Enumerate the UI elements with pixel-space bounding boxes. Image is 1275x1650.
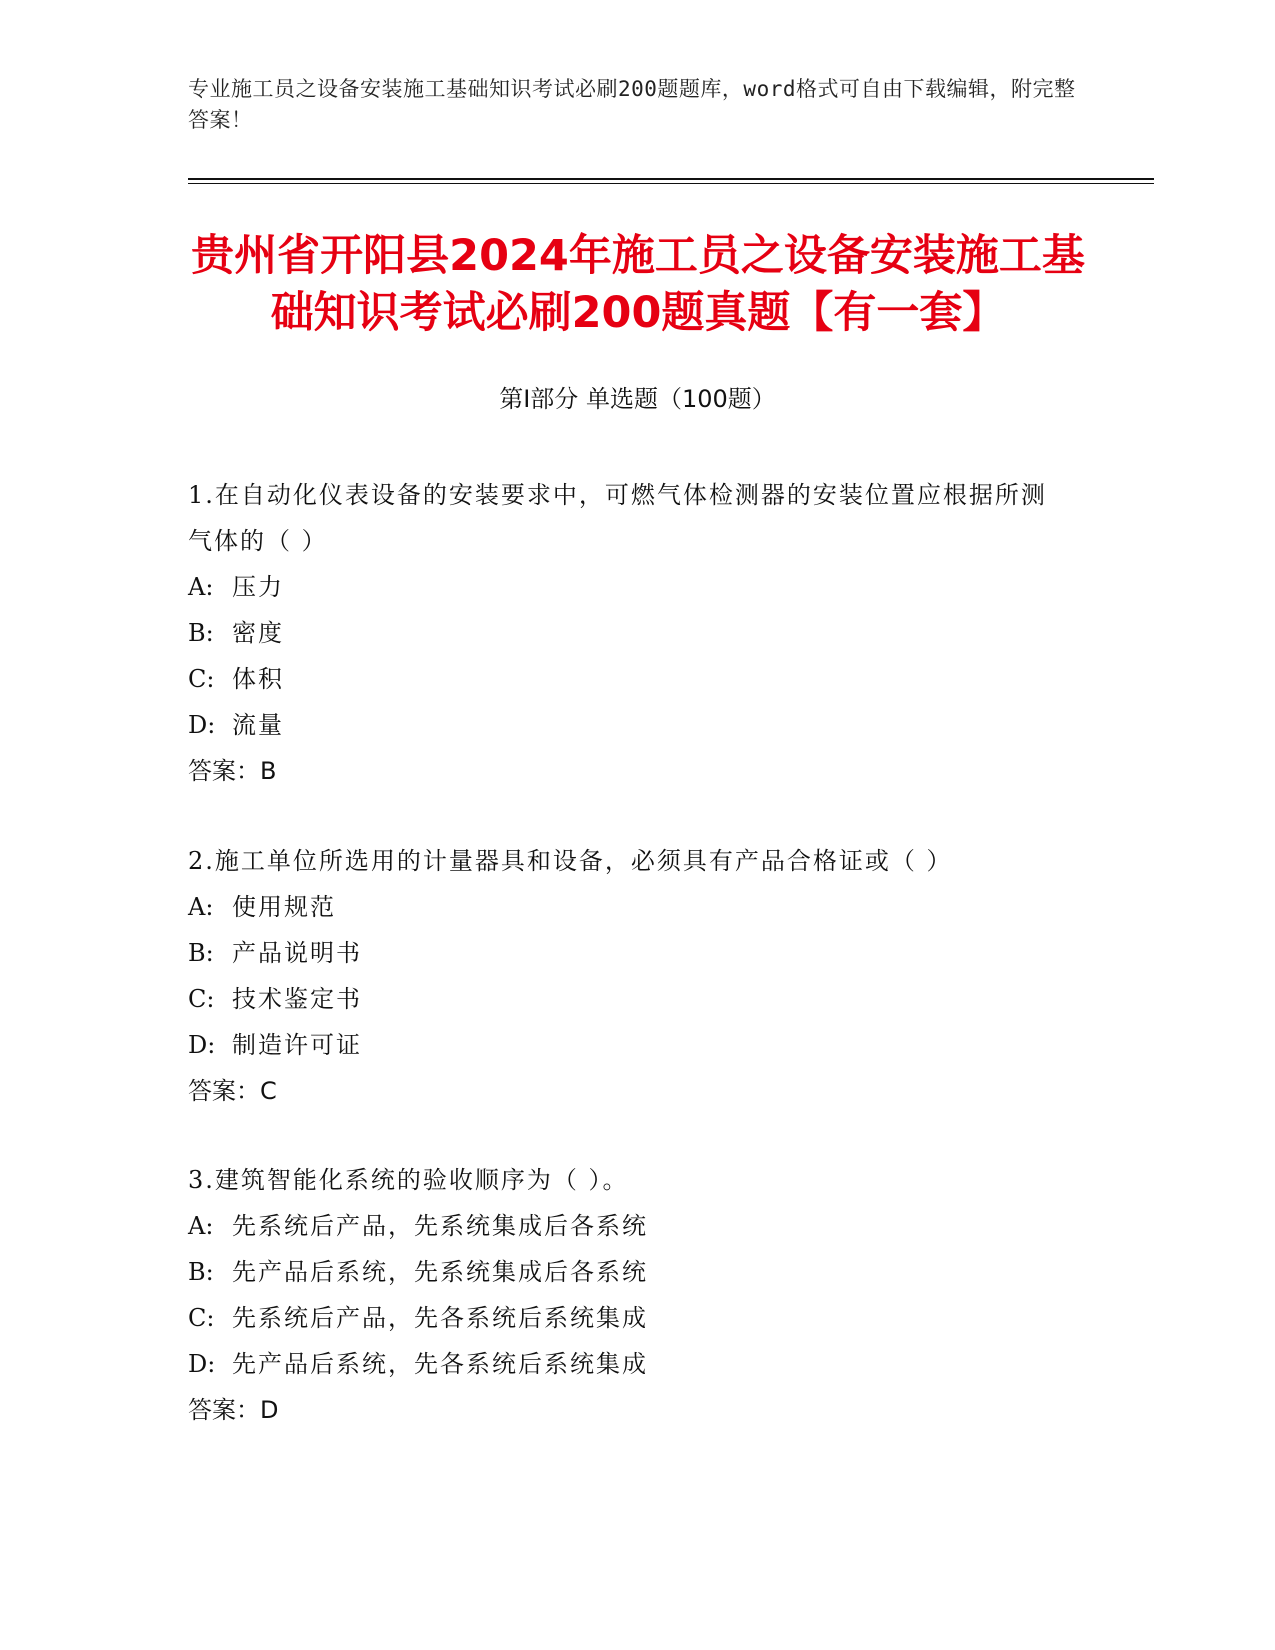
option-d <box>188 1341 1068 1387</box>
option-key: A: <box>188 573 214 601</box>
option-key: D: <box>188 711 216 739</box>
option-d <box>188 702 1068 748</box>
option-text: 制造许可证 <box>232 1031 362 1059</box>
option-text: 体积 <box>232 665 284 693</box>
option-key: B: <box>188 939 214 967</box>
option-text: 压力 <box>232 573 284 601</box>
option-text: 产品说明书 <box>232 939 362 967</box>
header-divider-thin <box>188 183 1154 184</box>
section-heading: 第Ⅰ部分 单选题（100题） <box>499 385 776 413</box>
option-c <box>188 1295 1068 1341</box>
option-key: D: <box>188 1350 216 1378</box>
answer-value: C <box>260 1077 277 1105</box>
question-stem: 2.施工单位所选用的计量器具和设备，必须具有产品合格证或（ ） <box>188 847 953 875</box>
option-c <box>188 976 1068 1022</box>
option-key: C: <box>188 985 215 1013</box>
option-text: 密度 <box>232 619 284 647</box>
answer-prefix: 答案： <box>188 1396 260 1424</box>
answer-line <box>188 748 1068 794</box>
question-3 <box>188 1157 1068 1433</box>
option-key: B: <box>188 619 214 647</box>
answer-value: D <box>260 1396 279 1424</box>
option-a <box>188 564 1068 610</box>
answer-line <box>188 1068 1068 1114</box>
answer-value: B <box>260 757 277 785</box>
option-key: D: <box>188 1031 216 1059</box>
option-text: 技术鉴定书 <box>232 985 362 1013</box>
question-2 <box>188 838 1068 1114</box>
header-divider-thick <box>188 178 1154 180</box>
option-c <box>188 656 1068 702</box>
option-key: A: <box>188 1212 214 1240</box>
question-stem: 3.建筑智能化系统的验收顺序为（ ）。 <box>188 1166 629 1194</box>
option-text: 先产品后系统，先系统集成后各系统 <box>232 1258 648 1286</box>
option-b <box>188 1249 1068 1295</box>
option-key: B: <box>188 1258 214 1286</box>
answer-prefix: 答案： <box>188 1077 260 1105</box>
option-key: A: <box>188 893 214 921</box>
answer-prefix: 答案： <box>188 757 260 785</box>
option-a <box>188 1203 1068 1249</box>
option-b <box>188 610 1068 656</box>
option-text: 先系统后产品，先系统集成后各系统 <box>232 1212 648 1240</box>
option-a <box>188 884 1068 930</box>
document-title: 贵州省开阳县2024年施工员之设备安装施工基础知识考试必刷200题真题【有一套】 <box>191 231 1085 338</box>
option-d <box>188 1022 1068 1068</box>
answer-line <box>188 1387 1068 1433</box>
option-text: 先系统后产品，先各系统后系统集成 <box>232 1304 648 1332</box>
option-b <box>188 930 1068 976</box>
option-text: 流量 <box>232 711 284 739</box>
option-key: C: <box>188 665 215 693</box>
option-text: 使用规范 <box>232 893 336 921</box>
header-note: 专业施工员之设备安装施工基础知识考试必刷200题题库，word格式可自由下载编辑，附完整答案！ <box>188 77 1076 132</box>
option-key: C: <box>188 1304 215 1332</box>
option-text: 先产品后系统，先各系统后系统集成 <box>232 1350 648 1378</box>
question-1 <box>188 472 1068 794</box>
question-stem: 1.在自动化仪表设备的安装要求中，可燃气体检测器的安装位置应根据所测气体的（ ） <box>188 481 1047 555</box>
